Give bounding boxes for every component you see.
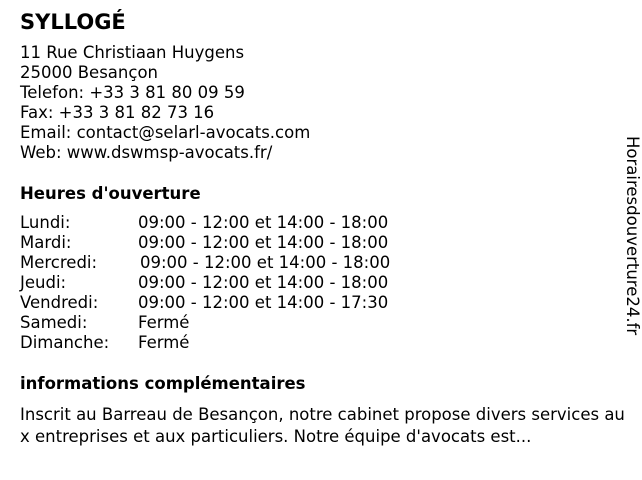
day-label: Mercredi: <box>20 253 98 272</box>
address-city: 25000 Besançon <box>20 63 158 82</box>
phone-number[interactable]: Telefon: +33 3 81 80 09 59 <box>20 83 245 102</box>
contact-block <box>20 43 310 163</box>
time-range: 09:00 - 12:00 et 14:00 - 17:30 <box>138 293 389 312</box>
info-heading: informations complémentaires <box>20 374 306 393</box>
website-link[interactable]: Web: www.dswmsp-avocats.fr/ <box>20 143 273 162</box>
time-range: 09:00 - 12:00 et 14:00 - 18:00 <box>138 273 389 292</box>
hours-heading: Heures d'ouverture <box>20 184 201 203</box>
time-range: 09:00 - 12:00 et 14:00 - 18:00 <box>140 253 391 272</box>
day-label: Jeudi: <box>20 273 67 292</box>
site-watermark: Horairesdouverture24.fr <box>623 136 642 336</box>
day-label: Dimanche: <box>20 333 110 352</box>
address-street: 11 Rue Christiaan Huygens <box>20 43 245 62</box>
day-label: Lundi: <box>20 213 71 232</box>
time-range: Fermé <box>138 333 190 352</box>
time-range: 09:00 - 12:00 et 14:00 - 18:00 <box>138 213 389 232</box>
time-range: 09:00 - 12:00 et 14:00 - 18:00 <box>138 233 389 252</box>
time-range: Fermé <box>138 313 190 332</box>
fax-number: Fax: +33 3 81 82 73 16 <box>20 103 215 122</box>
info-description: Inscrit au Barreau de Besançon, notre cabinet propose divers services aux entreprises et aux particuliers. Notre équipe d'avocats est... <box>20 405 625 446</box>
business-name: SYLLOGÉ <box>20 10 126 34</box>
day-label: Mardi: <box>20 233 72 252</box>
email-address[interactable]: Email: contact@selarl-avocats.com <box>20 123 311 142</box>
day-label: Samedi: <box>20 313 88 332</box>
day-label: Vendredi: <box>20 293 99 312</box>
